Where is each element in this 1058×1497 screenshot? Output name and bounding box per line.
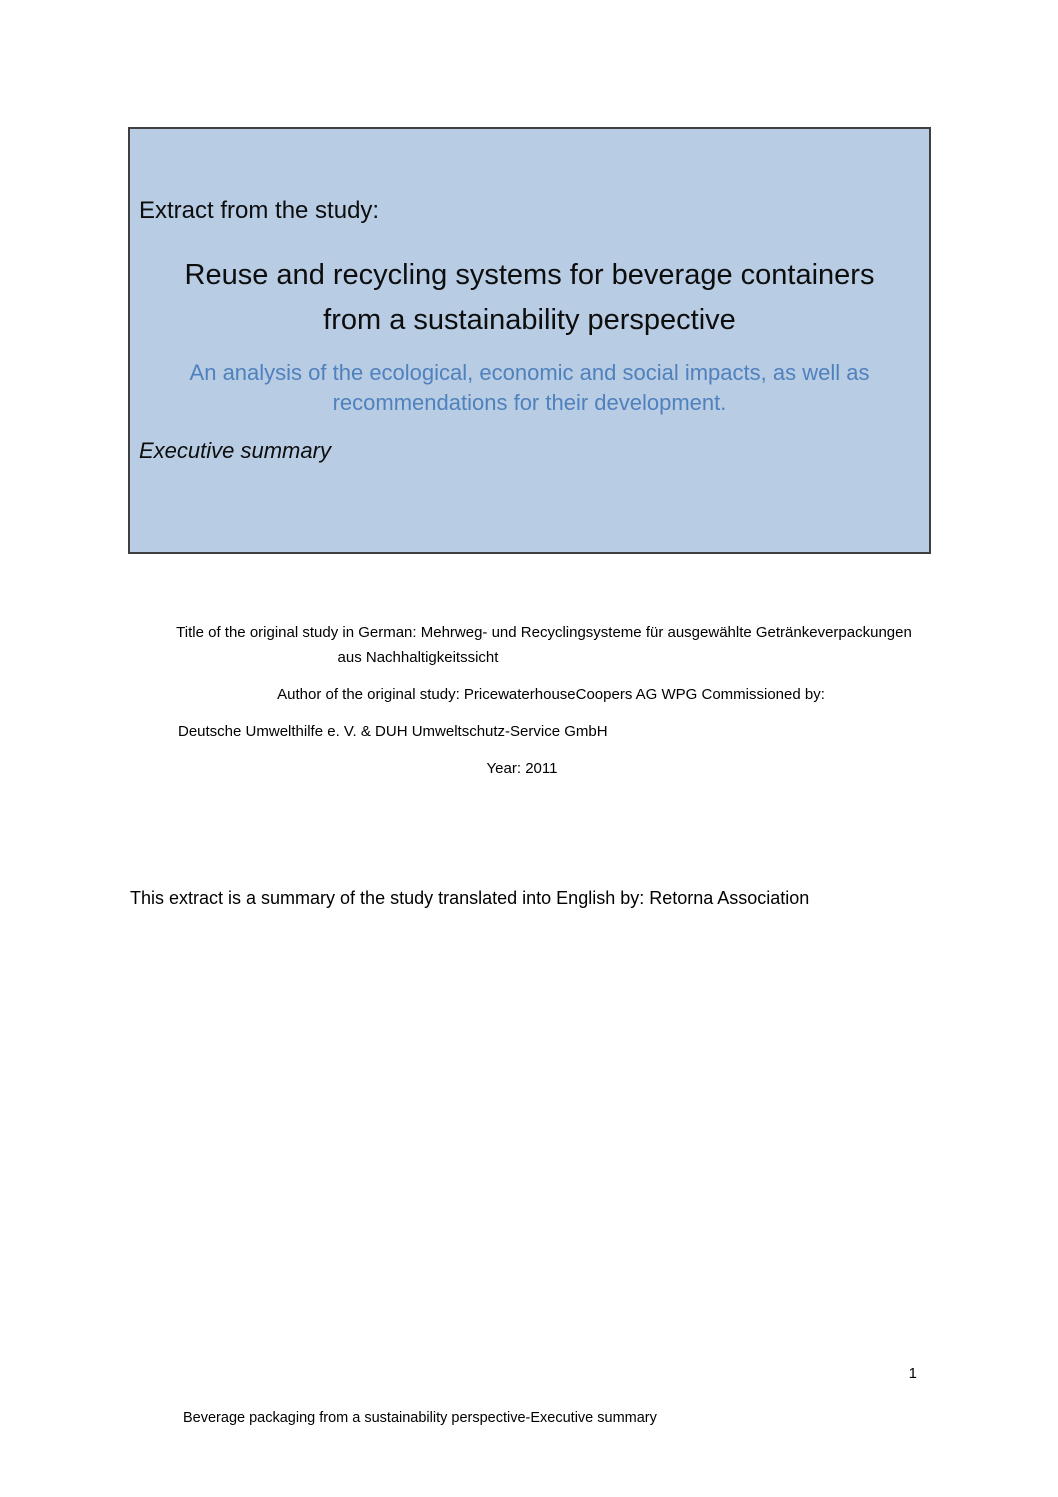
subtitle-line-2: recommendations for their development. xyxy=(332,390,727,415)
commissioner-line: Deutsche Umwelthilfe e. V. & DUH Umweltschutz-Service GmbH xyxy=(178,723,608,740)
main-title-line-1: Reuse and recycling systems for beverage containers xyxy=(184,259,875,291)
author-line: Author of the original study: PricewaterhouseCoopers AG WPG Commissioned by: xyxy=(277,686,825,703)
year-line: Year: 2011 xyxy=(486,760,558,777)
title-box xyxy=(128,127,931,554)
original-title-line-1: Title of the original study in German: Mehrweg- und Recyclingsysteme für ausgewählte Getränkeverpackungen xyxy=(176,624,912,641)
executive-summary-label: Executive summary xyxy=(139,438,331,463)
footer-running-title: Beverage packaging from a sustainability perspective-Executive summary xyxy=(183,1410,657,1426)
subtitle-line-1: An analysis of the ecological, economic and social impacts, as well as xyxy=(189,360,870,385)
main-title xyxy=(136,253,923,343)
page-number: 1 xyxy=(908,1365,917,1382)
translation-note: This extract is a summary of the study translated into English by: Retorna Association xyxy=(130,888,810,908)
original-title-line-2: aus Nachhaltigkeitssicht xyxy=(337,649,499,666)
main-title-line-2: from a sustainability perspective xyxy=(323,304,736,336)
kicker-text: Extract from the study: xyxy=(139,197,380,224)
subtitle xyxy=(136,358,923,418)
